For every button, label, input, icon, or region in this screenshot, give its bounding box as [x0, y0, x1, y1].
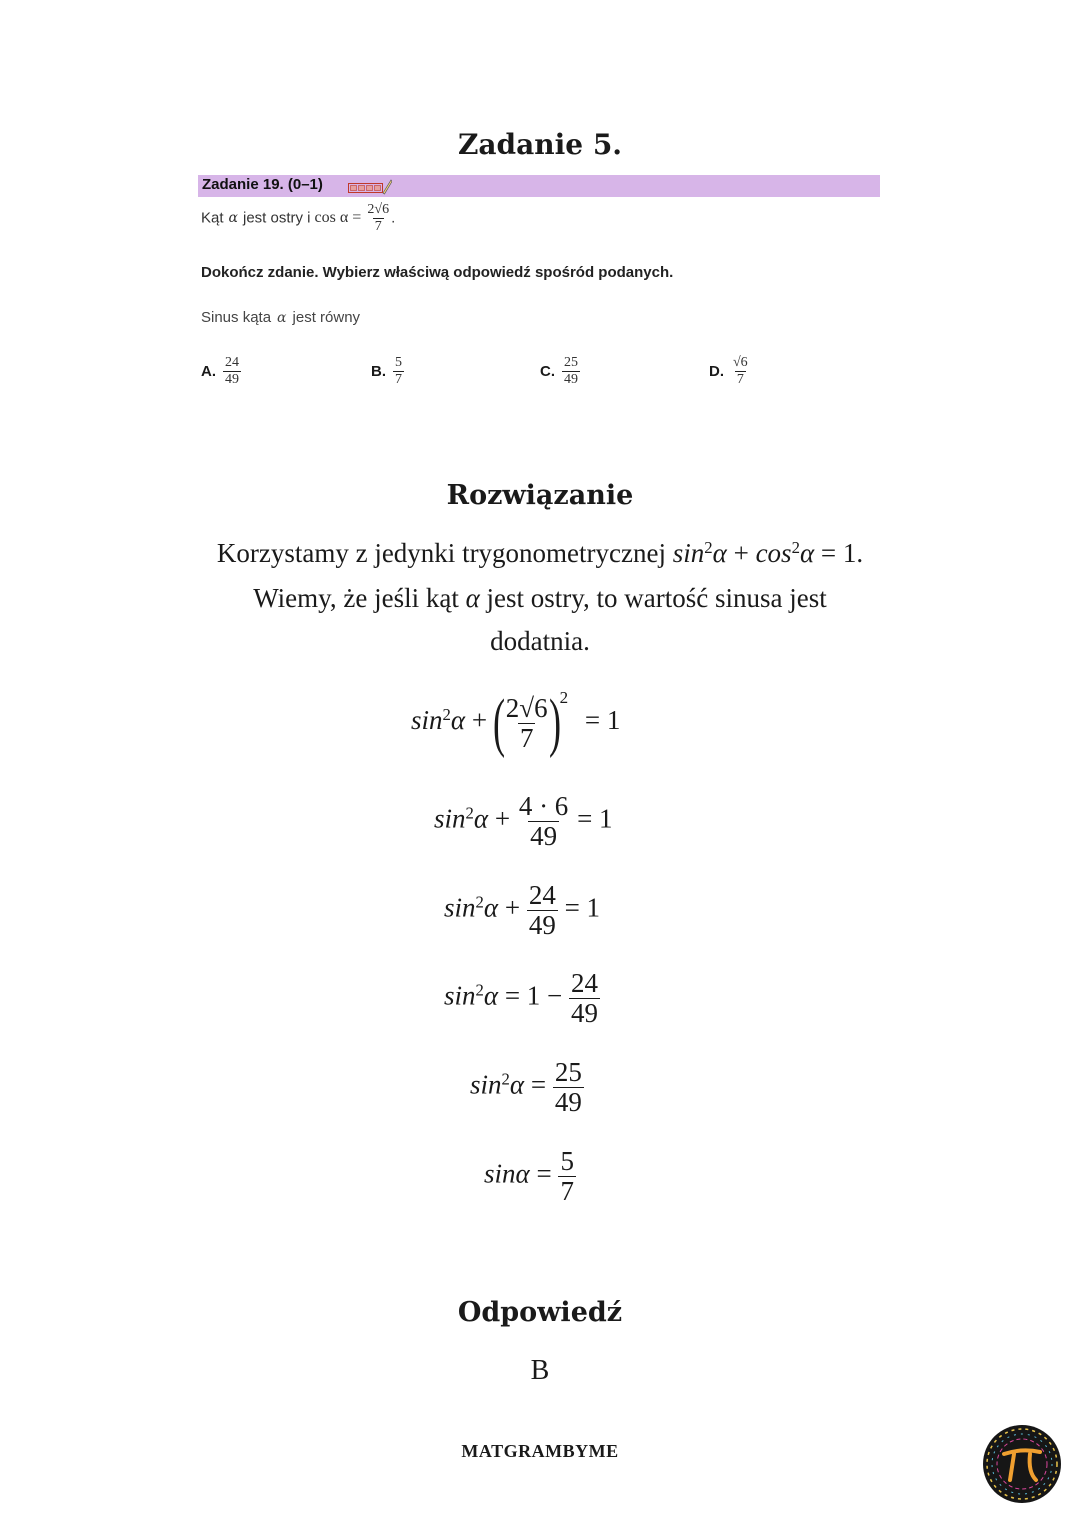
condition-mid: jest ostry i — [242, 209, 311, 227]
sin-symbol: sin — [444, 980, 476, 1011]
condition-prefix: Kąt — [201, 209, 224, 227]
sin-symbol: sin — [672, 538, 705, 568]
alpha-symbol: α — [473, 803, 489, 834]
cos-symbol: cos — [755, 538, 792, 568]
option-letter: A. — [201, 363, 216, 380]
answer-option-d[interactable] — [709, 356, 750, 387]
equation-fraction — [553, 1059, 584, 1116]
option-numerator: √6 — [733, 355, 748, 370]
plus-sign: + — [471, 705, 488, 736]
cos-expression: cos α = — [314, 209, 362, 227]
equation-fraction — [569, 970, 600, 1027]
sin-symbol: sin — [470, 1069, 502, 1100]
paragraph-text: jest ostry, to wartość sinusa jest — [486, 583, 827, 613]
option-numerator: 24 — [225, 355, 239, 370]
exponent: 2 — [465, 803, 474, 823]
option-denominator: 7 — [736, 372, 744, 387]
exponent: 2 — [475, 980, 484, 1000]
condition-period: . — [391, 209, 396, 227]
option-numerator: 25 — [564, 355, 578, 370]
fraction-numerator: 25 — [554, 1057, 582, 1087]
sin-symbol: sin — [434, 803, 466, 834]
equals-sign: = — [530, 1069, 547, 1100]
answer-value: B — [530, 1355, 550, 1386]
option-fraction — [223, 356, 241, 387]
alpha-symbol: α — [799, 538, 815, 568]
task-header-bar — [198, 175, 880, 197]
fraction-denominator: 49 — [528, 910, 556, 940]
cos-numerator: 2√6 — [367, 202, 390, 217]
equation-rhs: = 1 — [584, 705, 621, 736]
equation-step-2 — [434, 793, 613, 850]
pi-logo-icon — [982, 1424, 1062, 1504]
solution-heading: Rozwiązanie — [446, 480, 634, 511]
equation-rhs: = 1 — [564, 892, 601, 923]
equation-step-6 — [484, 1148, 576, 1205]
alpha-symbol: α — [450, 705, 466, 736]
equals-sign: = — [536, 1158, 552, 1189]
paragraph-text: Korzystamy z jedynki trygonometrycznej — [216, 538, 666, 568]
sin-symbol: sin — [411, 705, 443, 736]
page-title: Zadanie 5. — [457, 128, 623, 161]
fraction-numerator: 4 · 6 — [518, 791, 569, 821]
alpha-symbol: α — [483, 892, 499, 923]
option-denominator: 49 — [564, 372, 578, 387]
exponent: 2 — [501, 1069, 510, 1089]
alpha-symbol: α — [483, 980, 499, 1011]
solution-paragraph-line-1 — [0, 538, 1080, 569]
answer-heading: Odpowiedź — [457, 1297, 623, 1328]
exponent: 2 — [559, 688, 569, 707]
option-denominator: 7 — [395, 372, 402, 387]
equation-fraction — [517, 793, 571, 850]
alpha-symbol: α — [277, 310, 287, 326]
option-letter: B. — [371, 363, 386, 380]
option-letter: C. — [540, 363, 555, 380]
footer-brand: MATGRAMBYME — [461, 1441, 619, 1461]
paragraph-text: Wiemy, że jeśli kąt — [253, 583, 459, 613]
equation-fraction — [504, 692, 550, 753]
equation-middle: = 1 − — [504, 980, 563, 1011]
alpha-symbol: α — [515, 1158, 530, 1189]
fraction-numerator: 2√6 — [505, 692, 548, 723]
option-fraction — [731, 356, 750, 387]
exponent: 2 — [704, 537, 713, 557]
right-paren: ) — [548, 686, 561, 759]
task-question — [201, 309, 360, 326]
equation-step-5 — [470, 1059, 584, 1116]
cos-denominator: 7 — [374, 219, 382, 234]
equation-fraction — [527, 882, 558, 939]
sin-symbol: sin — [444, 892, 476, 923]
equation-step-4 — [444, 970, 600, 1027]
solution-paragraph-line-3: dodatnia. — [490, 626, 590, 656]
alpha-symbol: α — [712, 538, 727, 568]
alpha-symbol: α — [465, 583, 480, 613]
solution-paragraph-line-2 — [0, 583, 1080, 614]
answer-option-c[interactable] — [540, 356, 580, 387]
option-letter: D. — [709, 363, 724, 380]
alpha-symbol: α — [509, 1069, 525, 1100]
cos-fraction — [365, 203, 391, 234]
fraction-numerator: 24 — [571, 968, 599, 998]
plus-sign: + — [733, 538, 749, 568]
option-fraction — [562, 356, 580, 387]
answer-option-b[interactable] — [371, 356, 404, 387]
alpha-symbol: α — [228, 210, 238, 227]
plus-sign: + — [504, 892, 521, 923]
fraction-denominator: 49 — [571, 998, 599, 1028]
fraction-denominator: 7 — [519, 722, 534, 753]
task-condition — [201, 203, 395, 234]
question-prefix: Sinus kąta — [201, 309, 272, 326]
question-suffix: jest równy — [292, 309, 361, 326]
plus-sign: + — [494, 803, 511, 834]
fraction-numerator: 24 — [528, 880, 556, 910]
exponent: 2 — [442, 705, 451, 724]
points-pencil-icon — [348, 178, 392, 196]
task-instruction: Dokończ zdanie. Wybierz właściwą odpowiedź spośród podanych. — [201, 264, 674, 281]
answer-option-a[interactable] — [201, 356, 241, 387]
left-paren: ( — [492, 686, 505, 759]
task-number-label: Zadanie 19. (0–1) — [202, 176, 323, 193]
equation-step-3 — [444, 882, 600, 939]
exponent: 2 — [791, 537, 800, 557]
fraction-denominator: 49 — [530, 821, 558, 851]
paragraph-end: = 1. — [820, 538, 864, 568]
equation-fraction — [558, 1148, 576, 1205]
exponent: 2 — [475, 892, 484, 912]
fraction-numerator: 5 — [560, 1146, 574, 1176]
option-numerator: 5 — [395, 355, 402, 370]
option-denominator: 49 — [225, 372, 239, 387]
equation-step-1 — [411, 686, 621, 759]
sin-symbol: sin — [484, 1158, 516, 1189]
option-fraction — [393, 356, 404, 387]
fraction-denominator: 49 — [554, 1087, 582, 1117]
equation-rhs: = 1 — [577, 803, 613, 834]
fraction-denominator: 7 — [560, 1176, 574, 1206]
